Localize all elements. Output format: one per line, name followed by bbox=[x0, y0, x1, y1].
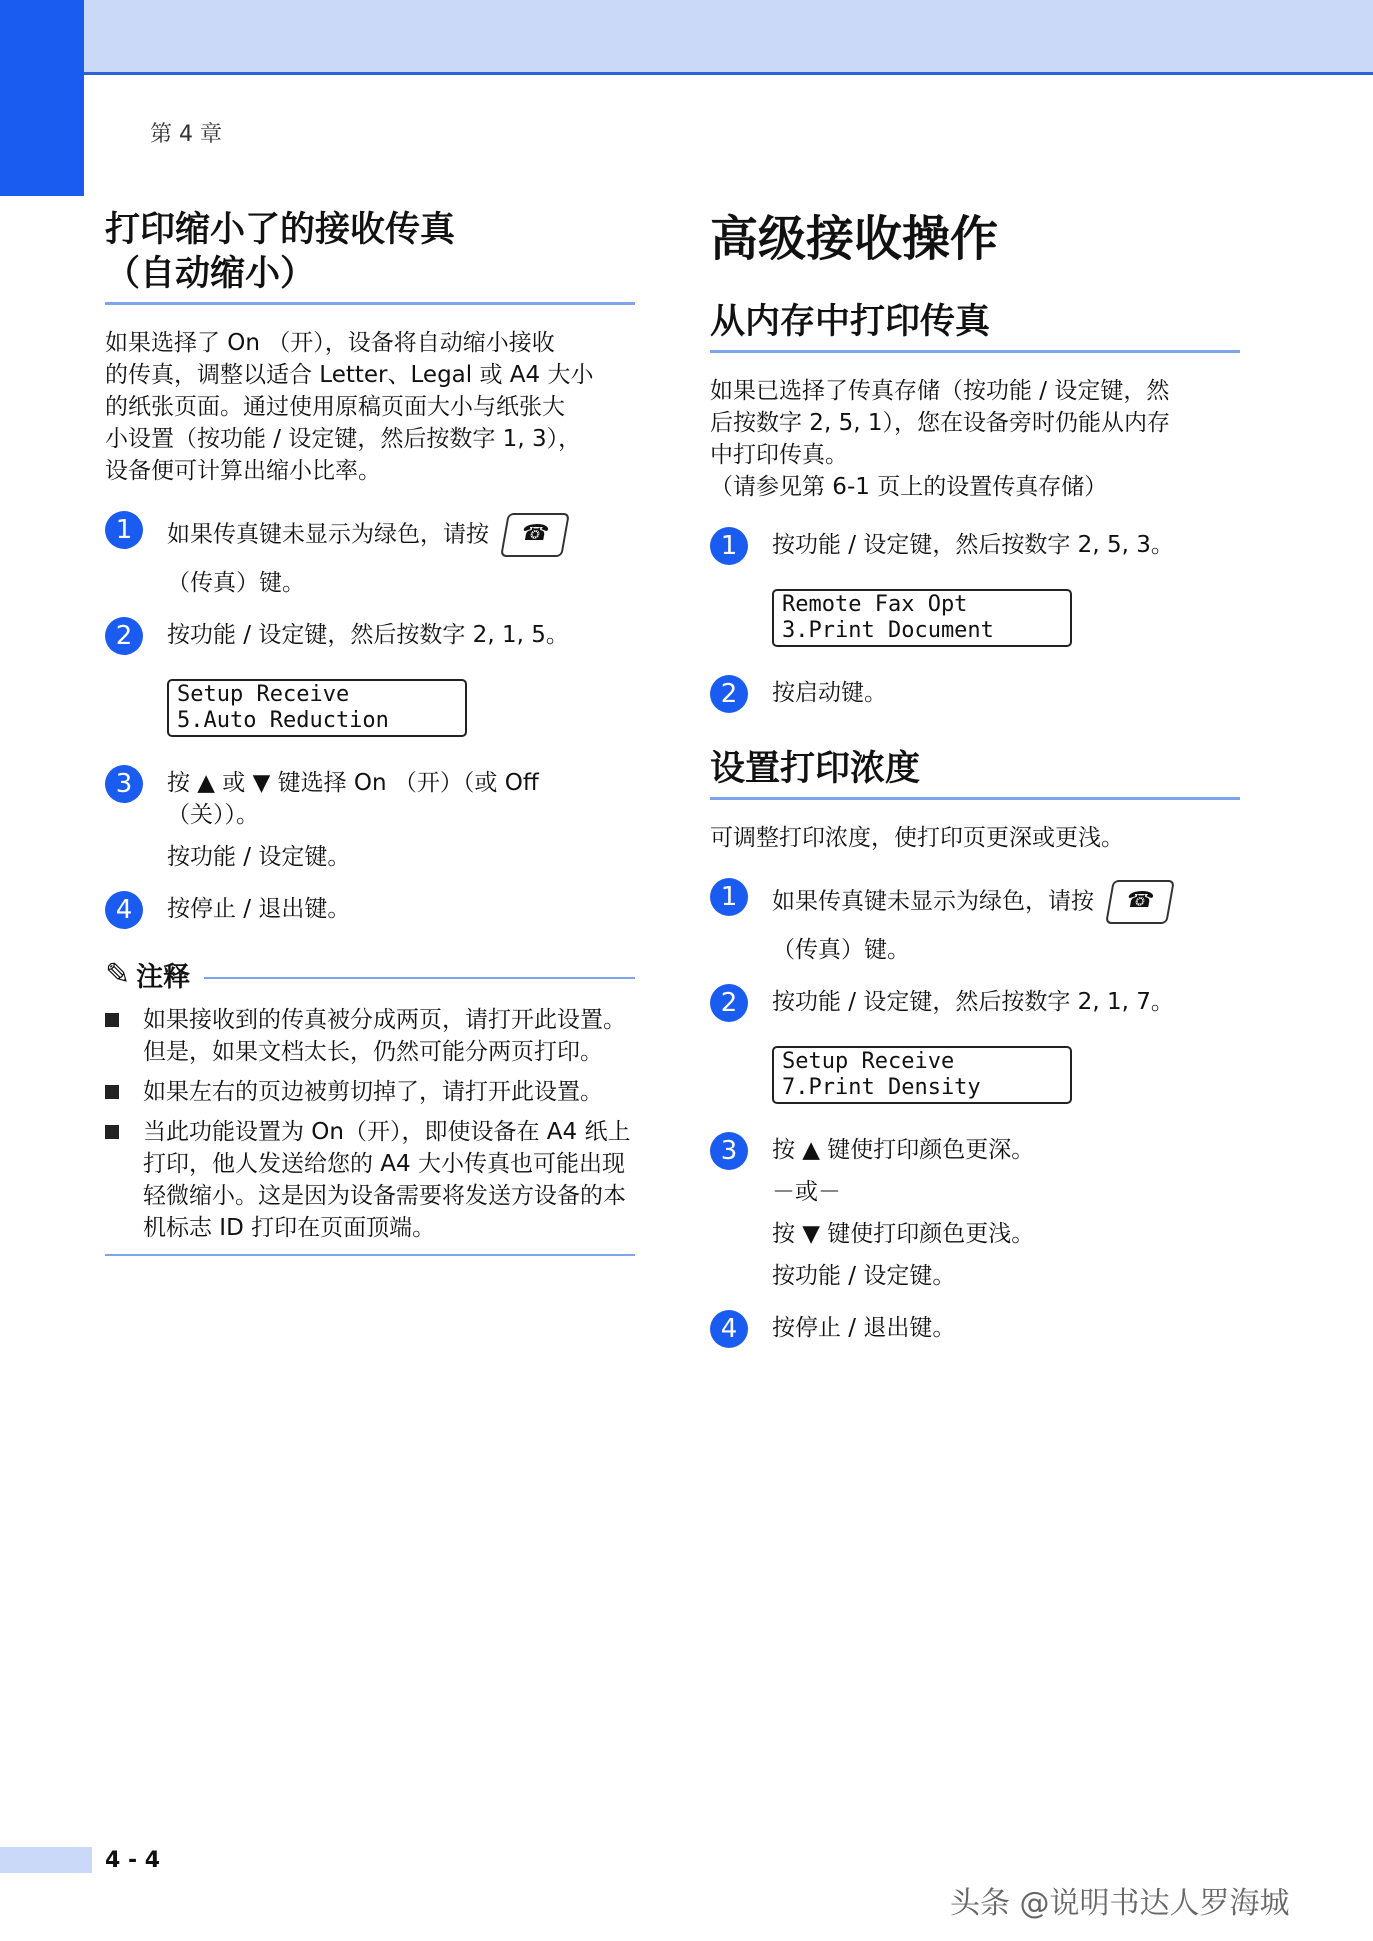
title-rule bbox=[710, 350, 1240, 353]
lcd-display bbox=[772, 589, 1072, 647]
s1-step-2 bbox=[710, 677, 1240, 717]
step-number: 1 bbox=[105, 511, 143, 549]
step-3 bbox=[105, 767, 635, 873]
lcd-line: Setup Receive bbox=[177, 682, 350, 707]
intro-line: 的传真，调整以适合 Letter、Legal 或 A4 大小 bbox=[105, 362, 594, 388]
lcd-line: 5.Auto Reduction bbox=[177, 708, 389, 733]
page-number: 4 - 4 bbox=[105, 1848, 161, 1873]
title-line-2: （自动缩小） bbox=[105, 254, 316, 294]
step-subtext: 按功能 / 设定键。 bbox=[772, 1263, 956, 1289]
note-header bbox=[105, 955, 635, 994]
note-title: 注释 bbox=[136, 962, 191, 993]
step-subtext: （传真）键。 bbox=[772, 937, 910, 963]
page-title: 高级接收操作 bbox=[710, 211, 999, 267]
s2-step-4 bbox=[710, 1312, 1240, 1352]
step-number: 4 bbox=[105, 891, 143, 929]
note-item: 如果左右的页边被剪切掉了，请打开此设置。 bbox=[105, 1076, 635, 1108]
lcd-line: 3.Print Document bbox=[782, 618, 994, 643]
step-number: 3 bbox=[710, 1132, 748, 1170]
section-title-print-from-memory: 从内存中打印传真 bbox=[710, 302, 991, 342]
step-2 bbox=[105, 619, 635, 659]
step-text: 按停止 / 退出键。 bbox=[167, 896, 351, 922]
note-item: 如果接收到的传真被分成两页，请打开此设置。但是，如果文档太长，仍然可能分两页打印。 bbox=[105, 1004, 635, 1068]
s2-step-1 bbox=[710, 880, 1240, 966]
lcd-display bbox=[167, 679, 467, 737]
header-band bbox=[0, 0, 1373, 75]
note-rule bbox=[204, 977, 635, 979]
s2-step-2 bbox=[710, 986, 1240, 1026]
step-subtext: （传真）键。 bbox=[167, 570, 305, 596]
intro-line: 设备便可计算出缩小比率。 bbox=[105, 458, 381, 484]
step-1 bbox=[105, 513, 635, 599]
step-number: 3 bbox=[105, 765, 143, 803]
section-title-print-density: 设置打印浓度 bbox=[710, 749, 921, 789]
fax-key-icon: ☎ bbox=[500, 513, 570, 557]
step-number: 2 bbox=[105, 617, 143, 655]
sec1-intro bbox=[710, 375, 1240, 503]
step-number: 1 bbox=[710, 527, 748, 565]
s2-step-3 bbox=[710, 1134, 1240, 1292]
footer-band bbox=[0, 1847, 92, 1873]
intro-line: 如果选择了 On （开），设备将自动缩小接收 bbox=[105, 330, 555, 356]
note-end-rule bbox=[105, 1254, 635, 1256]
title-rule bbox=[105, 302, 635, 305]
note-pencil-icon: ✎ bbox=[105, 957, 131, 992]
step-number: 4 bbox=[710, 1310, 748, 1348]
intro-line: 小设置（按功能 / 设定键，然后按数字 1, 3）， bbox=[105, 426, 582, 452]
step-text: 按停止 / 退出键。 bbox=[772, 1315, 956, 1341]
step-4 bbox=[105, 893, 635, 933]
step-number: 1 bbox=[710, 878, 748, 916]
step-text: 按 ▲ 或 ▼ 键选择 On （开）（或 Off （关））。 bbox=[167, 770, 539, 828]
step-number: 2 bbox=[710, 984, 748, 1022]
step-number: 2 bbox=[710, 675, 748, 713]
step-text: 如果传真键未显示为绿色，请按 bbox=[167, 521, 489, 548]
s1-step-1 bbox=[710, 529, 1240, 569]
step-text: 如果传真键未显示为绿色，请按 bbox=[772, 888, 1094, 915]
note-item: 当此功能设置为 On（开），即使设备在 A4 纸上打印，他人发送给您的 A4 大小传真也可能出现轻微缩小。这是因为设备需要将发送方设备的本机标志 ID 打印在页面顶端。 bbox=[105, 1116, 635, 1244]
right-column bbox=[710, 208, 1240, 1372]
intro-line: 的纸张页面。通过使用原稿页面大小与纸张大 bbox=[105, 394, 565, 420]
step-subtext: 按功能 / 设定键。 bbox=[167, 844, 351, 870]
lcd-line: 7.Print Density bbox=[782, 1075, 981, 1100]
intro-line: 中打印传真。 bbox=[710, 442, 848, 468]
intro-line: 后按数字 2, 5, 1），您在设备旁时仍能从内存 bbox=[710, 410, 1170, 436]
step-text: 按功能 / 设定键，然后按数字 2, 1, 7。 bbox=[772, 989, 1174, 1015]
lcd-line: Remote Fax Opt bbox=[782, 592, 968, 617]
title-line-1: 打印缩小了的接收传真 bbox=[105, 210, 456, 250]
title-rule bbox=[710, 797, 1240, 800]
left-column bbox=[105, 208, 635, 1256]
step-text: 按 ▲ 键使打印颜色更深。 bbox=[772, 1137, 1035, 1163]
step-subtext: 按 ▼ 键使打印颜色更浅。 bbox=[772, 1221, 1035, 1247]
intro-line: 如果已选择了传真存储（按功能 / 设定键，然 bbox=[710, 378, 1170, 404]
step-or: －或－ bbox=[772, 1179, 841, 1205]
watermark: 头条 @说明书达人罗海城 bbox=[950, 1886, 1290, 1921]
section-title-auto-reduction bbox=[105, 208, 635, 296]
step-text: 按功能 / 设定键，然后按数字 2, 5, 3。 bbox=[772, 532, 1174, 558]
step-text: 按启动键。 bbox=[772, 680, 887, 706]
chapter-label: 第 4 章 bbox=[150, 122, 222, 147]
intro-paragraph bbox=[105, 327, 635, 487]
fax-key-icon: ☎ bbox=[1105, 880, 1175, 924]
intro-line: （请参见第 6-1 页上的设置传真存储） bbox=[710, 474, 1108, 500]
lcd-display bbox=[772, 1046, 1072, 1104]
sec2-intro: 可调整打印浓度，使打印页更深或更浅。 bbox=[710, 825, 1124, 851]
step-text: 按功能 / 设定键，然后按数字 2, 1, 5。 bbox=[167, 622, 569, 648]
lcd-line: Setup Receive bbox=[782, 1049, 955, 1074]
chapter-tab bbox=[0, 0, 84, 196]
